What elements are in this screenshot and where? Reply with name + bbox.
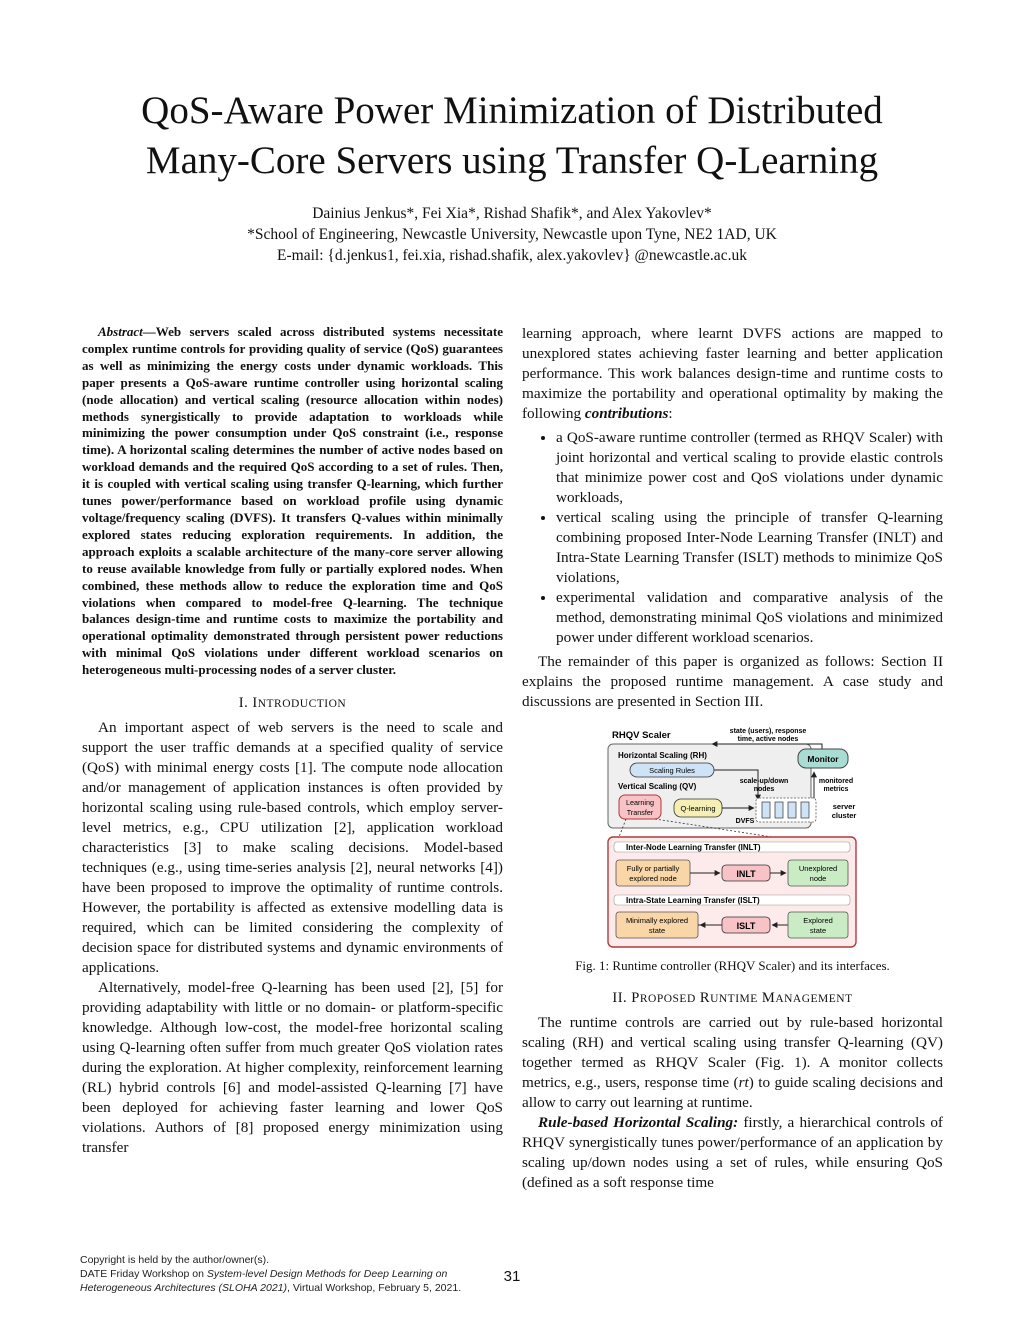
affiliation: *School of Engineering, Newcastle University, Newcastle upon Tyne, NE2 1AD, UK (247, 226, 777, 243)
learning-transfer-label-2: Transfer (626, 808, 654, 817)
abstract-text: —Web servers scaled across distributed systems necessitate complex runtime controls for providing quality of service (QoS) guarantees as well as minimizing the energy costs under dynamic workloads. This paper presents a QoS-aware runtime controller using horizontal scaling (node allocation) and vertical scaling (resource allocation within nodes) methods synergistically to provide adaptation to workloads while minimizing the power consumption under QoS constraint (i.e., response time). A horizontal scaling determines the number of active nodes based on workload demands and the required QoS according to a set of rules. Then, it is coupled with vertical scaling using transfer Q-learning, which further tunes power/performance based on workload profile using dynamic voltage/frequency scaling (DVFS). It transfers Q-values within minimally explored states reducing exploration requirements. In addition, the approach exploits a scalable architecture of the many-core server allowing to reuse available knowledge from fully or partially explored nodes. When combined, these methods allow to reduce the exploration time and QoS violations when compared to model-free Q-learning. The technique balances design-time and runtime costs to maximize the portability and operational optimality demonstrated through persistent power reductions with minimal QoS violations under different workload scenarios on heterogeneous multi-processing nodes of a server cluster. (82, 324, 503, 678)
section-smallcaps: UNTIME (710, 993, 758, 1005)
section-cap: I (252, 695, 258, 712)
explored-label-2: state (809, 926, 827, 935)
paper-title-line-2: Many-Core Servers using Transfer Q-Learning (145, 139, 879, 182)
section-smallcaps: NTRODUCTION (257, 698, 347, 711)
list-item: • vertical scaling using the principle of transfer Q-learning combining proposed Inter-Node Learning Transfer (INLT) and Intra-State Learning Transfer (ISLT) methods to minimize QoS violations, (556, 508, 943, 588)
copyright-line: Copyright is held by the author/owner(s). (80, 1254, 270, 1266)
islt-title: Intra-State Learning Transfer (ISLT) (626, 896, 760, 905)
inlt-label: INLT (736, 869, 756, 879)
server-label-2: cluster (831, 811, 857, 820)
rule-heading: Rule-based Horizontal Scaling: (538, 1114, 739, 1131)
intro-paragraph-2: Alternatively, model-free Q-learning has been used [2], [5] for providing adaptability with little or no domain- or platform-specific knowledge. Although low-cost, the model-free horizontal scaling using Q-learning often suffer from much greater QoS violation rates during the exploration. At higher complexity, reinforcement learning (RL) hybrid controls [6] and model-assisted Q-learning [7] have been deployed for achieving faster learning and lower QoS violations. Authors of [8] proposed energy minimization using transfer (82, 979, 503, 1157)
inlt-title: Inter-Node Learning Transfer (INLT) (626, 843, 761, 852)
section-heading-introduction (82, 695, 503, 712)
section-cap: P (631, 990, 640, 1006)
intro-paragraph-1: An important aspect of web servers is the need to scale and support the user traffic demands at a specified quality of service (QoS) with minimal energy costs [1]. The compute node allocation and/or management of application instances is often provided by horizontal scaling using rule-based controls, which employ server-level metrics, e.g., CPU utilization [2], application workload characteristics [3] to make scaling decisions. Model-based techniques (e.g., using time-series analysis [2], neural networks [4]) have been proposed to improve the optimality of runtime controls. However, the portability is affected as extensive modelling data is required, which can be limited considering the complexity of decision space for distributed systems and dynamic environments of applications. (82, 719, 503, 977)
section-numeral: I. (238, 695, 249, 712)
monitored-label-2: metrics (823, 786, 849, 793)
state-label-1: state (users), response (729, 728, 807, 735)
abstract-lead: Abstract (98, 324, 143, 339)
contributions-list (522, 428, 943, 648)
server-label-1: server (832, 802, 856, 811)
minimally-explored-label-1: Minimally explored (625, 916, 689, 925)
paper-title-line-1: QoS-Aware Power Minimization of Distributed (141, 89, 883, 132)
workshop-line-1 (80, 1267, 550, 1281)
abstract (82, 324, 503, 679)
section-numeral: II. (612, 990, 628, 1006)
right-column (522, 324, 943, 1193)
workshop-name-1: System-level Design Methods for Deep Learning on (206, 1268, 448, 1280)
q-learning-label: Q-learning (680, 804, 716, 813)
rule-text: firstly, a hierarchical controls of RHQV synergistically tunes power/performance of an application by scaling up/down nodes using a set of rules, while ensuring QoS (defined as a soft response time (522, 1114, 943, 1191)
explored-label-1: Explored (803, 916, 833, 925)
contributions-emphasis: contributions (584, 405, 669, 422)
figure-1-caption: Fig. 1: Runtime controller (RHQV Scaler) and its interfaces. (575, 958, 890, 973)
page-number: 31 (503, 1268, 521, 1285)
left-column (82, 324, 503, 1158)
workshop-line-2 (80, 1281, 550, 1295)
contributions-colon: : (668, 405, 673, 422)
monitored-label-1: monitored (818, 778, 854, 785)
author-list: Dainius Jenkus*, Fei Xia*, Rishad Shafik*, and Alex Yakovlev* (312, 205, 712, 222)
workshop-prefix: DATE Friday Workshop on (80, 1268, 207, 1280)
remainder-paragraph: The remainder of this paper is organized as follows: Section II explains the proposed runtime management. A case study and discussions are presented in Section III. (522, 653, 943, 710)
rhqv-label: RHQV Scaler (612, 730, 671, 741)
monitor-label: Monitor (807, 754, 839, 764)
contributions-intro (522, 324, 943, 424)
rule-paragraph (522, 1113, 943, 1193)
workshop-details: , Virtual Workshop, February 5, 2021. (287, 1282, 462, 1294)
learning-transfer-label-1: Learning (626, 798, 654, 807)
state-label-2: time, active nodes (737, 736, 799, 743)
fully-explored-label-2: explored node (629, 874, 677, 883)
fully-explored-label-1: Fully or partially (626, 864, 680, 873)
horizontal-scaling-title: Horizontal Scaling (RH) (618, 751, 707, 760)
runtime-text-a: The runtime controls are carried out by rule-based horizontal scaling (RH) and vertical scaling using transfer Q-learning (QV) together termed as RHQV Scaler (Fig. 1). A monitor collects metrics, e.g., users, response time ( (522, 1014, 943, 1091)
runtime-rt: rt (738, 1074, 749, 1091)
section-smallcaps: ROPOSED (639, 993, 696, 1005)
contributions-intro-text: learning approach, where learnt DVFS actions are mapped to unexplored states achieving faster learning and better application performance. This work balances design-time and runtime costs to maximize the portability and operational optimality by making the following (522, 325, 943, 422)
section-cap: R (699, 990, 711, 1006)
email-line: E-mail: {d.jenkus1, fei.xia, rishad.shafik, alex.yakovlev} @newcastle.ac.uk (277, 247, 747, 264)
list-item: • a QoS-aware runtime controller (termed as RHQV Scaler) with joint horizontal and vertical scaling to provide elastic controls that minimize power cost and QoS violations under dynamic workloads, (556, 428, 943, 508)
unexplored-label-2: node (809, 874, 827, 883)
list-item: • experimental validation and comparative analysis of the method, demonstrating minimal QoS violations and minimized power under different workload scenarios. (556, 588, 943, 648)
minimally-explored-label-2: state (648, 926, 666, 935)
islt-label: ISLT (736, 921, 756, 931)
runtime-paragraph (522, 1013, 943, 1113)
dvfs-label: DVFS (735, 818, 755, 825)
unexplored-label-1: Unexplored (798, 864, 838, 873)
vertical-scaling-title: Vertical Scaling (QV) (618, 782, 697, 791)
footer-notice (80, 1253, 550, 1295)
section-smallcaps: ANAGEMENT (775, 993, 853, 1005)
figure-1-diagram (522, 722, 943, 950)
scaling-rules-label: Scaling Rules (649, 766, 695, 775)
runtime-text-b: ) to guide scaling decisions and allow to carry out learning at runtime. (522, 1074, 943, 1111)
paper-title (60, 86, 964, 186)
section-heading-runtime-management (522, 990, 943, 1007)
scale-label-2: nodes (753, 786, 775, 793)
workshop-name-2: Heterogeneous Architectures (SLOHA 2021) (80, 1282, 287, 1294)
section-cap: M (761, 990, 776, 1006)
scale-label-1: scale-up/down (739, 778, 789, 785)
figure-1 (522, 722, 943, 950)
